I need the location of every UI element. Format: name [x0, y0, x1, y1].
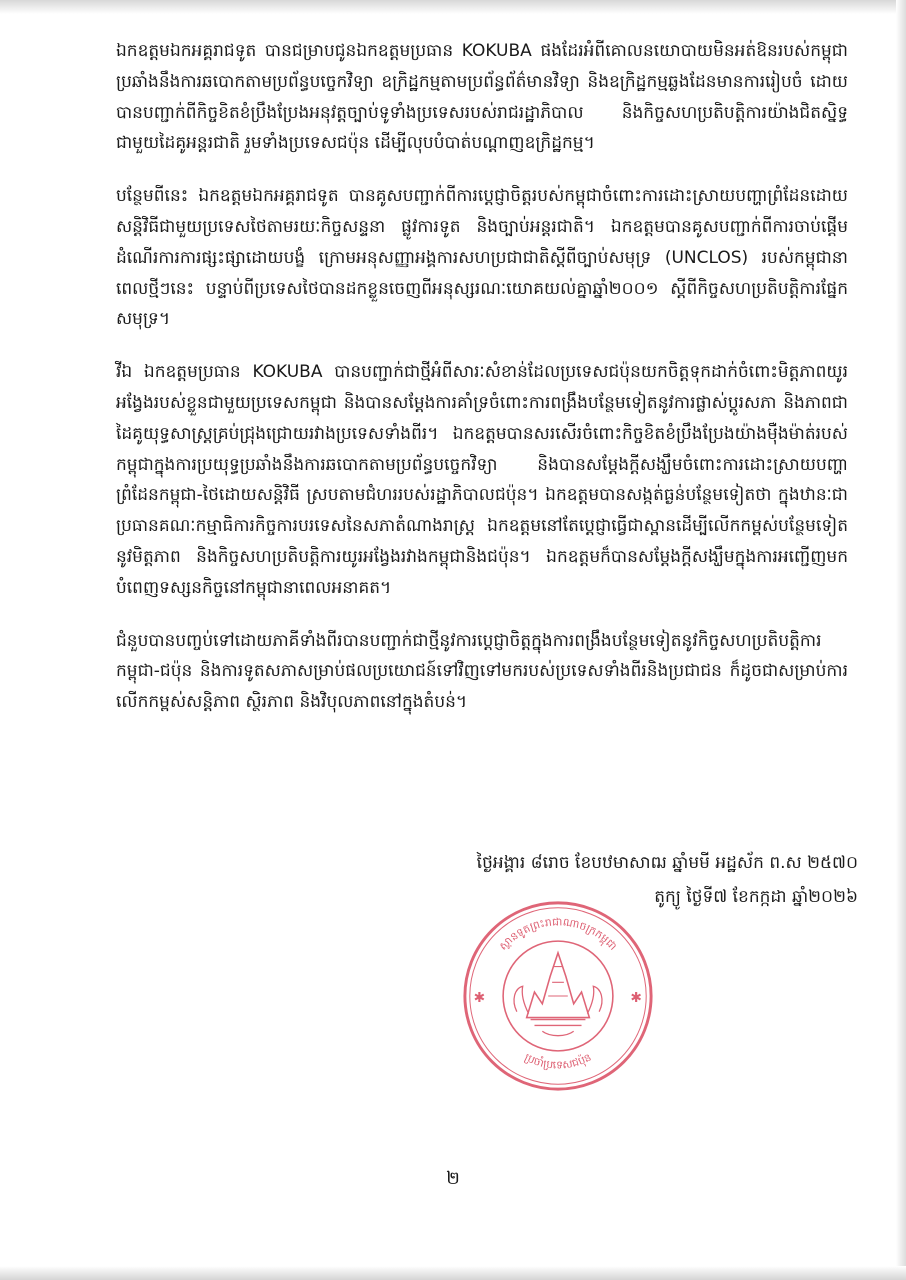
- page-edge-shadow-bottom: [0, 1266, 906, 1280]
- lunar-date: ថ្ងៃអង្គារ ៨រោច ខែបឋមាសាឍ ឆ្នាំមមី អដ្ឋស័ក ព.ស ២៥៧០: [476, 853, 858, 873]
- letter-body: [116, 36, 848, 740]
- seal-text-bottom: ប្រចាំប្រទេសជប៉ុន: [522, 1050, 594, 1072]
- paragraph-2: បន្ថែមពីនេះ ឯកឧត្តមឯកអគ្គរាជទូត បានគូសបញ្ជាក់ពីការប្តេជ្ញាចិត្តរបស់កម្ពុជាចំពោះការដោះស្រាយបញ្ហាព្រំដែនដោយសន្តិវិធីជាមួយប្រទេសថៃតាមរយៈកិច្ចសន្ទនា ផ្លូវការទូត និងច្បាប់អន្តរជាតិ។ ឯកឧត្តមបានគូសបញ្ជាក់ពីការចាប់ផ្តើមដំណើរការការផ្សះផ្សាដោយបង្ខំ ក្រោមអនុសញ្ញាអង្គការសហប្រជាជាតិស្តីពីច្បាប់សមុទ្រ (UNCLOS) របស់កម្ពុជានាពេលថ្មីៗនេះ បន្ទាប់ពីប្រទេសថៃបានដកខ្លួនចេញពីអនុស្សរណៈយោគយល់គ្នាឆ្នាំ២០០១ ស្តីពីកិច្ចសហប្រតិបត្តិការផ្នែកសមុទ្រ។: [116, 186, 848, 330]
- paragraph-1: ឯកឧត្តមឯកអគ្គរាជទូត បានជម្រាបជូនឯកឧត្តមប្រធាន KOKUBA ផងដែរអំពីគោលនយោបាយមិនអត់ឱនរបស់កម្ពុជាប្រឆាំងនឹងការឆបោកតាមប្រព័ន្ធបច្ចេកវិទ្យា ឧក្រិដ្ឋកម្មតាមប្រព័ន្ធព័ត៌មានវិទ្យា និងឧក្រិដ្ឋកម្មឆ្លងដែនមានការរៀបចំ ដោយបានបញ្ជាក់ពីកិច្ចខិតខំប្រឹងប្រែងអនុវត្តច្បាប់ទូទាំងប្រទេសរបស់រាជរដ្ឋាភិបាល និងកិច្ចសហប្រតិបត្តិការយ៉ាងជិតស្និទ្ធជាមួយដៃគូអន្តរជាតិ រួមទាំងប្រទេសជប៉ុន ដើម្បីលុបបំបាត់បណ្តាញឧក្រិដ្ឋកម្ម។: [116, 41, 848, 154]
- page-edge-shadow-right: [896, 0, 906, 1280]
- solar-date: តូក្យូ ថ្ងៃទី៧ ខែកក្កដា ឆ្នាំ២០២៦: [654, 887, 858, 907]
- seal-text-top: ស្ថានទូតព្រះរាជាណាចក្រកម្ពុជា: [496, 915, 620, 953]
- page-number: ២: [446, 1168, 460, 1189]
- paragraph-3: វីឯ ឯកឧត្តមប្រធាន KOKUBA បានបញ្ជាក់ជាថ្មីអំពីសារៈសំខាន់ដែលប្រទេសជប៉ុនយកចិត្តទុកដាក់ចំពោះមិត្តភាពយូរអង្វែងរបស់ខ្លួនជាមួយប្រទេសកម្ពុជា និងបានសម្តែងការគាំទ្រចំពោះការពង្រឹងបន្ថែមទៀតនូវការផ្លាស់ប្តូរសភា និងភាពជាដៃគូយុទ្ធសាស្ត្រគ្រប់ជ្រុងជ្រោយរវាងប្រទេសទាំងពីរ។ ឯកឧត្តមបានសរសើរចំពោះកិច្ចខិតខំប្រឹងប្រែងយ៉ាងម៉ឺងម៉ាត់របស់កម្ពុជាក្នុងការប្រយុទ្ធប្រឆាំងនឹងការឆបោកតាមប្រព័ន្ធបច្ចេកវិទ្យា និងបានសម្តែងក្តីសង្ឃឹមចំពោះការដោះស្រាយបញ្ហាព្រំដែនកម្ពុជា-ថៃដោយសន្តិវិធី ស្របតាមជំហររបស់រដ្ឋាភិបាលជប៉ុន។ ឯកឧត្តមបានសង្កត់ធ្ងន់បន្ថែមទៀតថា ក្នុងឋានៈជាប្រធានគណៈកម្មាធិការកិច្ចការបរទេសនៃសភាតំណាងរាស្ត្រ ឯកឧត្តមនៅតែប្តេជ្ញាធ្វើជាស្ពានដើម្បីលើកកម្ពស់បន្ថែមទៀតនូវមិត្តភាព និងកិច្ចសហប្រតិបត្តិការយូរអង្វែងរវាងកម្ពុជានិងជប៉ុន។ ឯកឧត្តមក៏បានសម្តែងក្តីសង្ឃឹមក្នុងការអញ្ជើញមកបំពេញទស្សនកិច្ចនៅកម្ពុជានាពេលអនាគត។: [116, 362, 848, 598]
- paragraph-4: ជំនួបបានបញ្ចប់ទៅដោយភាគីទាំងពីរបានបញ្ជាក់ជាថ្មីនូវការប្តេជ្ញាចិត្តក្នុងការពង្រឹងបន្ថែមទៀតនូវកិច្ចសហប្រតិបត្តិការកម្ពុជា-ជប៉ុន និងការទូតសភាសម្រាប់ផលប្រយោជន៍ទៅវិញទៅមករបស់ប្រទេសទាំងពីរនិងប្រជាជន ក៏ដូចជាសម្រាប់ការលើកកម្ពស់សន្តិភាព ស្ថិរភាព និងវិបុលភាពនៅក្នុងតំបន់។: [116, 630, 848, 713]
- embassy-seal: [460, 898, 656, 1094]
- page-edge-shadow-top: [0, 0, 906, 14]
- seal-star-right-icon: ✱: [630, 989, 643, 1006]
- seal-star-left-icon: ✱: [473, 989, 486, 1006]
